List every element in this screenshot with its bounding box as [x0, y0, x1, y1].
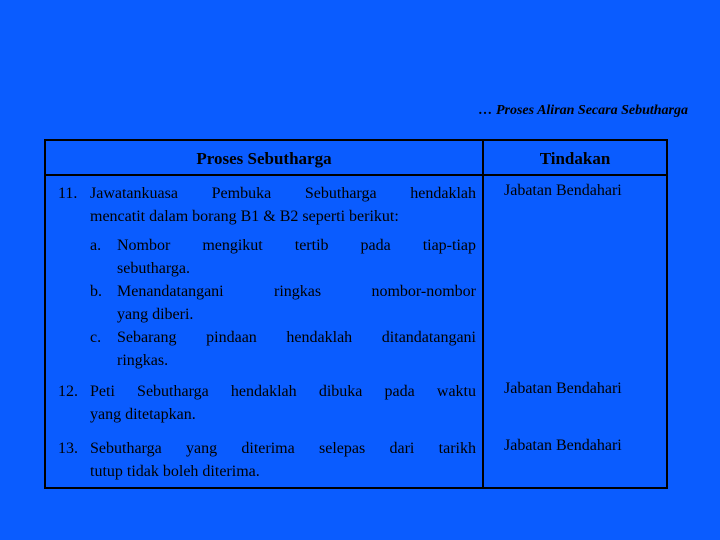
- subitem-text-line: sebutharga.: [117, 260, 191, 277]
- row-text-line: tutup tidak boleh diterima.: [90, 463, 260, 480]
- row-number: 12.: [58, 383, 78, 400]
- column-divider: [482, 141, 484, 487]
- row-number: 13.: [58, 440, 78, 457]
- row-text-line: Sebutharga yang diterima selepas dari tarikh: [90, 440, 476, 457]
- row-action: Jabatan Bendahari: [504, 437, 622, 454]
- row-action: Jabatan Bendahari: [504, 182, 622, 199]
- subitem-text-line: Sebarang pindaan hendaklah ditandatangani: [117, 329, 476, 346]
- row-text-line: yang ditetapkan.: [90, 406, 196, 423]
- subitem-text-line: Menandatangani ringkas nombor-nombor: [117, 283, 476, 300]
- slide-header: … Proses Aliran Secara Sebutharga: [478, 103, 688, 118]
- row-text-line: mencatit dalam borang B1 & B2 seperti berikut:: [90, 208, 399, 225]
- subitem-letter: b.: [90, 283, 102, 300]
- subitem-text-line: ringkas.: [117, 352, 169, 369]
- subitem-text-line: yang diberi.: [117, 306, 194, 323]
- subitem-letter: a.: [90, 237, 102, 254]
- subitem-letter: c.: [90, 329, 102, 346]
- row-text-line: Peti Sebutharga hendaklah dibuka pada waktu: [90, 383, 476, 400]
- header-divider: [46, 174, 666, 176]
- subitem-text-line: Nombor mengikut tertib pada tiap-tiap: [117, 237, 476, 254]
- row-text-line: Jawatankuasa Pembuka Sebutharga hendaklah: [90, 185, 476, 202]
- row-action: Jabatan Bendahari: [504, 380, 622, 397]
- process-table: [44, 139, 668, 489]
- column-header-process: Proses Sebutharga: [196, 149, 332, 168]
- row-number: 11.: [58, 185, 78, 202]
- column-header-action: Tindakan: [539, 149, 611, 168]
